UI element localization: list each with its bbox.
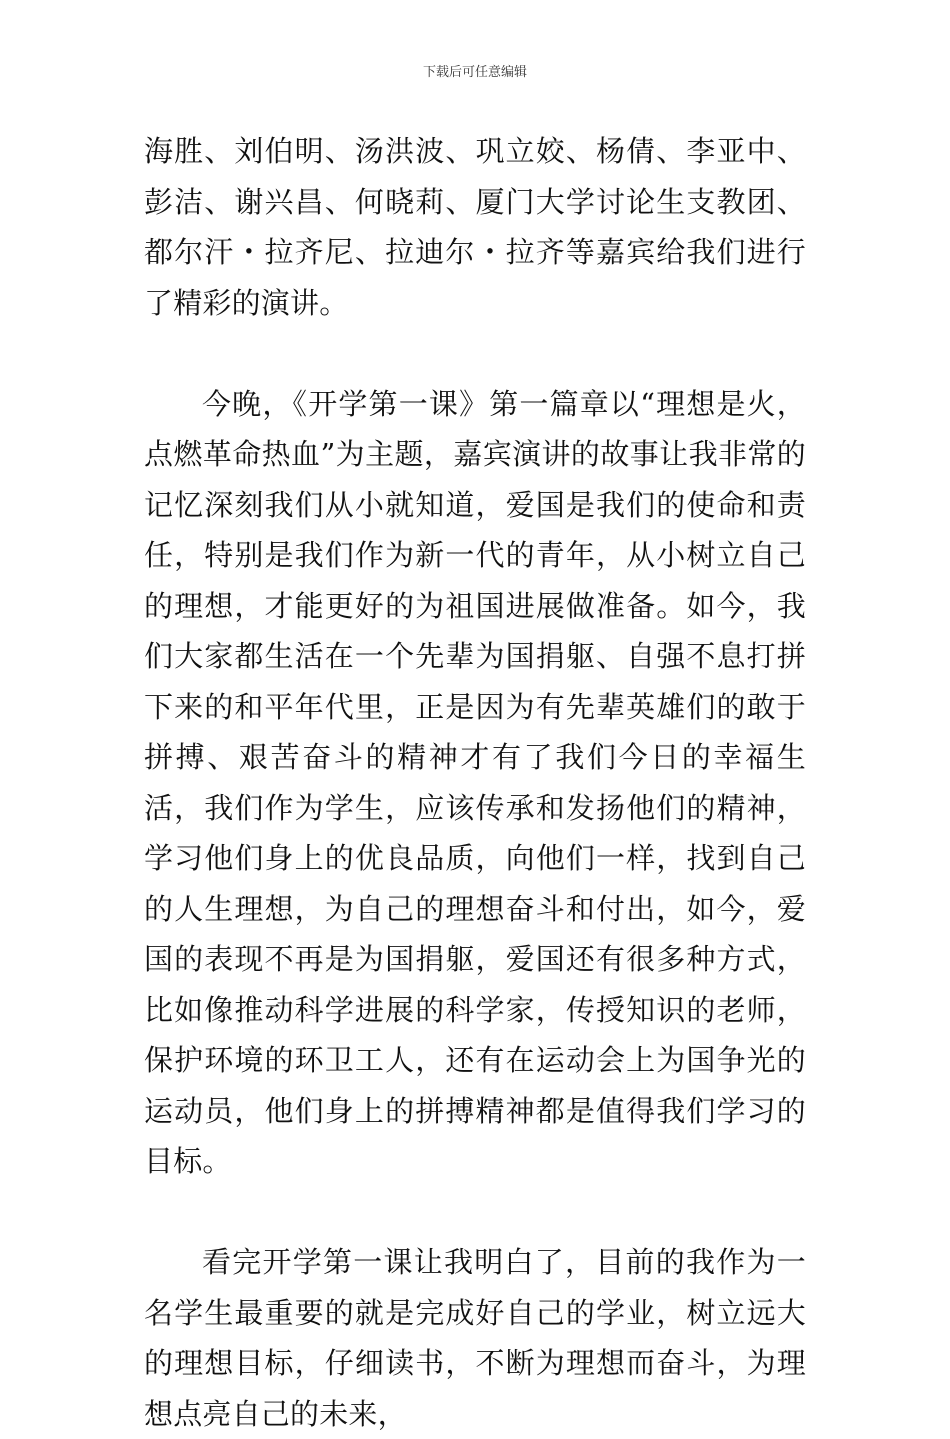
paragraph-spacer: [144, 1187, 806, 1238]
paragraph-spacer: [144, 328, 806, 379]
paragraph-3: 看完开学第一课让我明白了，目前的我作为一名学生最重要的就是完成好自己的学业，树立远大的理想目标，仔细读书，不断为理想而奋斗，为理想点亮自己的未来，: [144, 1245, 806, 1431]
paragraph-1: 海胜、刘伯明、汤洪波、巩立姣、杨倩、李亚中、彭洁、谢兴昌、何晓莉、厦门大学讨论生支教团、都尔汗・拉齐尼、拉迪尔・拉齐等嘉宾给我们进行了精彩的演讲。: [144, 134, 806, 320]
document-body: [144, 126, 806, 1439]
page-header: 下载后可任意编辑: [422, 65, 527, 80]
paragraph-2: 今晚，《开学第一课》第一篇章以“理想是火，点燃革命热血”为主题，嘉宾演讲的故事让我非常的记忆深刻我们从小就知道，爱国是我们的使命和责任，特别是我们作为新一代的青年，从小树立自己的理想，才能更好的为祖国进展做准备。如今，我们大家都生活在一个先辈为国捐躯、自强不息打拼下来的和平年代里，正是因为有先辈英雄们的敢于拼搏、艰苦奋斗的精神才有了我们今日的幸福生活，我们作为学生，应该传承和发扬他们的精神，学习他们身上的优良品质，向他们一样，找到自己的人生理想，为自己的理想奋斗和付出，如今，爱国的表现不再是为国捐躯，爱国还有很多种方式，比如像推动科学进展的科学家，传授知识的老师，保护环境的环卫工人，还有在运动会上为国争光的运动员，他们身上的拼搏精神都是值得我们学习的目标。: [144, 386, 806, 1178]
